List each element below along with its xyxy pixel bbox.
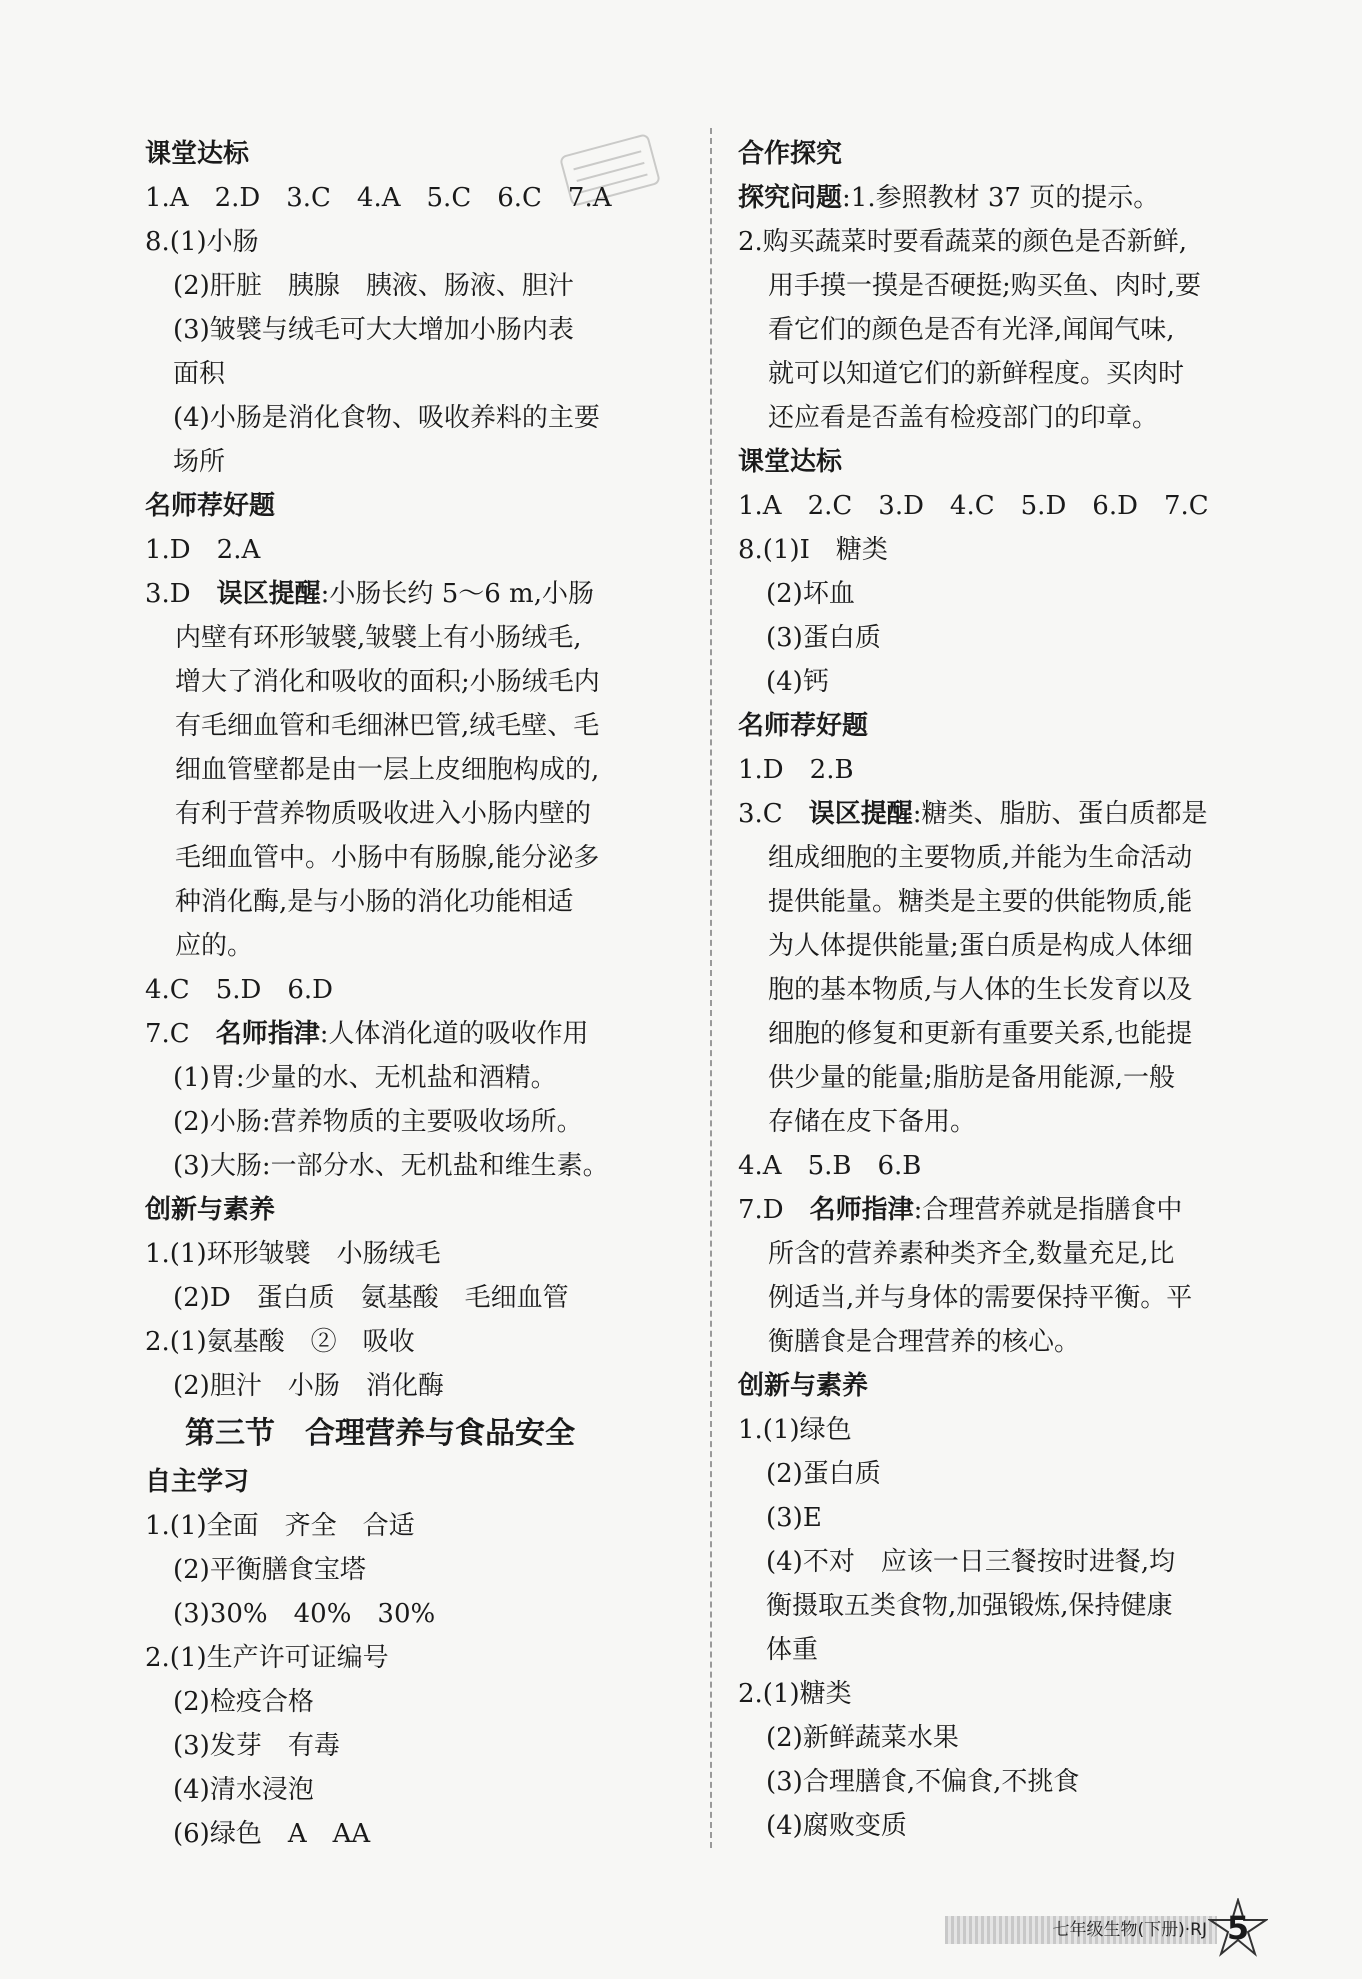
section-heading: 创新与素养 [145,1195,276,1225]
answer-line: 用手摸一摸是否硬挺;购买鱼、肉时,要 [768,271,1202,301]
answer-line: (2)D 蛋白质 氨基酸 毛细血管 [173,1283,569,1313]
answer-line: (4)不对 应该一日三餐按时进餐,均 [766,1547,1176,1577]
book-label: 七年级生物(下册)·RJ [945,1916,1217,1944]
answer-line: (4)清水浸泡 [173,1775,314,1805]
left-column [145,132,685,1856]
answer-line: 提供能量。糖类是主要的供能物质,能 [768,887,1193,917]
answer-line: 例适当,并与身体的需要保持平衡。平 [768,1283,1193,1313]
answer-line: 2.(1)糖类 [738,1679,852,1709]
answer-line: 内壁有环形皱襞,皱襞上有小肠绒毛, [175,623,582,653]
answer-line: 为人体提供能量;蛋白质是构成人体细 [768,931,1193,961]
chapter-section-title: 第三节 合理营养与食品安全 [185,1416,575,1451]
answer-line [738,176,1278,220]
answer-line: 1.A 2.C 3.D 4.C 5.D 6.D 7.C [738,491,1209,521]
answer-line: 衡摄取五类食物,加强锻炼,保持健康 [766,1591,1173,1621]
answer-line: 就可以知道它们的新鲜程度。买肉时 [768,359,1185,389]
tip-label: 误区提醒 [216,579,321,609]
answer-line: (3)30% 40% 30% [173,1599,436,1629]
answer-line: 还应看是否盖有检疫部门的印章。 [768,403,1159,433]
answer-line [145,1012,685,1056]
answer-line: (2)小肠:营养物质的主要吸收场所。 [173,1107,583,1137]
answer-line: (2)肝脏 胰腺 胰液、肠液、胆汁 [173,271,574,301]
answer-line: 有毛细血管和毛细淋巴管,绒毛壁、毛 [175,711,600,741]
answer-line: 1.A 2.D 3.C 4.A 5.C 6.C 7.A [145,183,612,213]
answer-line: 组成细胞的主要物质,并能为生命活动 [768,843,1193,873]
page-number-badge [1208,1898,1268,1958]
answer-line: 1.(1)全面 齐全 合适 [145,1511,415,1541]
answer-line: (3)皱襞与绒毛可大大增加小肠内表 [173,315,574,345]
answer-line: 衡膳食是合理营养的核心。 [768,1327,1081,1357]
answer-line: 种消化酶,是与小肠的消化功能相适 [175,887,574,917]
answer-line: (2)胆汁 小肠 消化酶 [173,1371,444,1401]
tip-label: 名师指津 [215,1019,320,1049]
answer-line [738,792,1278,836]
answer-line: 面积 [173,359,226,389]
question-text: :1.参照教材 37 页的提示。 [842,183,1160,213]
answer-line: (1)胃:少量的水、无机盐和酒精。 [173,1063,557,1093]
section-heading: 自主学习 [145,1467,250,1497]
section-heading: 合作探究 [738,139,843,169]
answer-line: 胞的基本物质,与人体的生长发育以及 [768,975,1193,1005]
answer-number: 3.C [738,799,809,829]
answer-line: (2)坏血 [766,579,855,609]
answer-line: 4.C 5.D 6.D [145,975,334,1005]
answer-line: 场所 [173,447,226,477]
answer-line: 8.(1)Ⅰ 糖类 [738,535,888,565]
answer-line: 细胞的修复和更新有重要关系,也能提 [768,1019,1193,1049]
answer-line: 8.(1)小肠 [145,227,259,257]
answer-line: (3)合理膳食,不偏食,不挑食 [766,1767,1080,1797]
answer-line: 2.购买蔬菜时要看蔬菜的颜色是否新鲜, [738,227,1188,257]
section-heading: 名师荐好题 [145,491,276,521]
tip-label: 名师指津 [809,1195,914,1225]
answer-line: 4.A 5.B 6.B [738,1151,922,1181]
answer-line: 所含的营养素种类齐全,数量充足,比 [768,1239,1175,1269]
answer-line: 增大了消化和吸收的面积;小肠绒毛内 [175,667,600,697]
answer-line: (3)蛋白质 [766,623,881,653]
answer-line [738,1188,1278,1232]
answer-line: 存储在皮下备用。 [768,1107,977,1137]
tip-text: :小肠长约 5～6 m,小肠 [320,579,594,609]
answer-number: 7.D [738,1195,810,1225]
question-label: 探究问题 [738,183,843,213]
answer-line: (4)腐败变质 [766,1811,907,1841]
answer-line: (4)钙 [766,667,829,697]
answer-line: (2)新鲜蔬菜水果 [766,1723,959,1753]
answer-line: 体重 [766,1635,819,1665]
answer-line: 1.D 2.A [145,535,261,565]
right-column [738,132,1278,1848]
page-number: 5 [1226,1909,1250,1947]
answer-line: 应的。 [175,931,254,961]
answer-line: 1.(1)环形皱襞 小肠绒毛 [145,1239,441,1269]
answer-line: 毛细血管中。小肠中有肠腺,能分泌多 [175,843,600,873]
answer-line: (6)绿色 A AA [173,1819,371,1849]
answer-line: (2)蛋白质 [766,1459,881,1489]
tip-label: 误区提醒 [808,799,913,829]
answer-line: 供少量的能量;脂肪是备用能源,一般 [768,1063,1176,1093]
answer-number: 3.D [145,579,217,609]
section-heading: 名师荐好题 [738,711,869,741]
section-heading: 课堂达标 [145,139,250,169]
answer-line: (4)小肠是消化食物、吸收养料的主要 [173,403,600,433]
answer-line: 1.D 2.B [738,755,854,785]
answer-line: 1.(1)绿色 [738,1415,852,1445]
answer-line: 细血管壁都是由一层上皮细胞构成的, [175,755,600,785]
answer-line [145,572,685,616]
tip-text: :人体消化道的吸收作用 [319,1019,589,1049]
column-divider [710,128,712,1848]
answer-line: (2)检疫合格 [173,1687,314,1717]
section-heading: 课堂达标 [738,447,843,477]
answer-number: 7.C [145,1019,216,1049]
tip-text: :合理营养就是指膳食中 [913,1195,1183,1225]
answer-line: 2.(1)生产许可证编号 [145,1643,389,1673]
answer-line: 看它们的颜色是否有光泽,闻闻气味, [768,315,1175,345]
answer-line: 2.(1)氨基酸 ② 吸收 [145,1327,415,1357]
tip-text: :糖类、脂肪、蛋白质都是 [912,799,1208,829]
answer-line: (2)平衡膳食宝塔 [173,1555,366,1585]
answer-line: 有利于营养物质吸收进入小肠内壁的 [175,799,592,829]
answer-line: (3)发芽 有毒 [173,1731,340,1761]
answer-line: (3)E [766,1503,822,1533]
section-heading: 创新与素养 [738,1371,869,1401]
answer-line: (3)大肠:一部分水、无机盐和维生素。 [173,1151,609,1181]
